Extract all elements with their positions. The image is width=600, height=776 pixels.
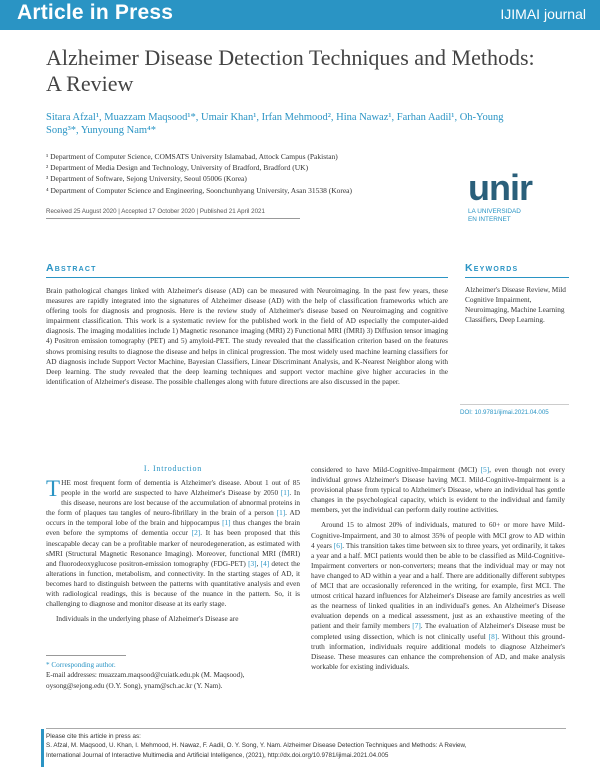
citation-ref[interactable]: [2] xyxy=(191,528,201,538)
abstract-heading: Abstract xyxy=(46,262,97,274)
drop-cap: T xyxy=(46,476,61,501)
corresponding-author-label: * Corresponding author. xyxy=(46,661,116,669)
footnote-divider xyxy=(46,655,126,656)
citation-ref[interactable]: [1] xyxy=(222,518,231,528)
corresponding-author xyxy=(46,660,300,691)
keywords-text: Alzheimer's Disease Review, Mild Cognitive Impairment, Neuroimaging, Machine Learning Classifiers, Deep Learning. xyxy=(465,285,566,325)
citation-ref[interactable]: [3] xyxy=(248,558,257,568)
journal-name: IJIMAI journal xyxy=(500,6,586,22)
email-line-2: oysong@sejong.edu (O.Y. Song), ynam@sch.ac.kr (Y. Nam). xyxy=(46,681,223,690)
citation-ref[interactable]: [5] xyxy=(480,465,490,474)
citation-ref[interactable]: [6] xyxy=(333,540,343,550)
citation-ref[interactable]: [1] xyxy=(280,488,290,498)
affiliations xyxy=(46,151,466,196)
intro-paragraph-1: THE most frequent form of dementia is Alzheimer's disease. About 1 out of 85 people in the world are suspected to have Alzheimer's Disease by 2050 [1]. In this disease, neurons are lost because of the accumulation of abnormal proteins in the form of plaques tau tangles of neuro-fibrillary in the brain of a person [1]. AD occurs in the temporal lobe of the brain and hippocampus [1] thus changes the brain even before the symptoms of dementia occur [2]. It has been proposed that this inescapable decay can be a profitable marker of neurodegeneration, as estimated with sMRI (Structural Magnetic Resonance Imaging). Moreover, functional MRI (fMRI) and fluorodeoxyglucose positron-emission tomography (FDG-PET) [3], [4] detect the alterations in function, metabolism, and connectivity. In the starting stages of AD, it becomes hard to distinguish between the patterns with quantitative analysis and even with radiological readings, this is because of the nuance in the pattern. So, it is challenging to diagnose and monitor disease at its early stage. xyxy=(46,476,300,609)
doi-link[interactable]: DOI: 10.9781/ijimai.2021.04.005 xyxy=(460,409,549,416)
introduction-heading: I. Introduction xyxy=(143,464,203,473)
citation-line-3: International Journal of Interactive Multimedia and Artificial Intelligence, (2021), http://dx.doi.org/10.9781/ijimai.2021.04.005 xyxy=(46,751,389,759)
citation-ref[interactable]: [4] xyxy=(260,558,270,568)
article-in-press-label: Article in Press xyxy=(17,1,174,24)
citation-ref[interactable]: [8] xyxy=(488,631,498,641)
affiliation-3: ³ Department of Software, Sejong University, Seoul 05006 (Korea) xyxy=(46,174,247,184)
divider xyxy=(46,218,300,219)
unir-logo xyxy=(468,167,578,224)
affiliation-1: ¹ Department of Computer Science, COMSATS University Islamabad, Attock Campus (Pakistan) xyxy=(46,152,338,161)
citation-box xyxy=(46,728,566,768)
affiliation-2: ² Department of Media Design and Technology, University of Bradford, Bradford (UK) xyxy=(46,163,309,173)
email-line-1: E-mail addresses: muazzam.maqsood@cuiatk.edu.pk (M. Maqsood), xyxy=(46,671,245,680)
citation-accent-bar xyxy=(41,729,44,767)
author-list xyxy=(46,111,566,137)
authors-line-2: Song³*, Yunyoung Nam⁴* xyxy=(46,125,156,136)
article-banner xyxy=(0,0,600,30)
affiliation-4: ⁴ Department of Computer Science and Engineering, Soonchunhyang University, Asan 31538 (Korea) xyxy=(46,185,353,195)
abstract-heading-rule xyxy=(46,277,448,278)
introduction-column-1 xyxy=(46,478,300,624)
unir-sub-line-1: LA UNIVERSIDAD xyxy=(468,208,521,215)
intro-paragraph-2: Individuals in the underlying phase of Alzheimer's Disease are xyxy=(56,614,239,624)
abstract-text: Brain pathological changes linked with Alzheimer's disease (AD) can be measured with Neuroimaging. In the past few years, these measures are rapidly integrated into the signatures of Alzheimer disease (AD) with the help of classification frameworks which are offering tools for diagnosis and prognosis. Here is the review study of Alzheimer's disease based on Neuroimaging and cognitive impairment classification. This work is a systematic review for the published work in the field of AD especially the computer-aided diagnosis. The imaging modalities include 1) Magnetic resonance imaging (MRI) 2) Functional MRI (fMRI) 3) Diffusion tensor imaging 4) Positron emission tomography (PET) and 5) amyloid-PET. The study revealed that the classification criterion based on the features shows promising results to diagnose the disease and helps in clinical progression. The most widely used machine learning classifiers for AD diagnosis include Support Vector Machine, Bayesian Classifiers, Linear Discriminant Analysis, and K-Nearest Neighbor along with Deep learning. The study revealed that the deep learning techniques and support vector machine give higher accuracies in the identification of Alzheimer's disease. The possible challenges along with future directions are also discussed in the paper. xyxy=(46,286,448,386)
keywords-heading: Keywords xyxy=(465,262,519,274)
title-line-2: A Review xyxy=(46,71,134,96)
introduction-column-2 xyxy=(311,465,565,672)
publication-dates: Received 25 August 2020 | Accepted 17 October 2020 | Published 21 April 2021 xyxy=(46,208,265,215)
keywords-heading-rule xyxy=(465,277,569,278)
citation-line-2: S. Afzal, M. Maqsood, U. Khan, I. Mehmood, H. Nawaz, F. Aadil, O. Y. Song, Y. Nam. Alzheimer Disease Detection Techniques and Methods: A Review, xyxy=(46,742,467,750)
article-title xyxy=(46,45,566,97)
title-line-1: Alzheimer Disease Detection Techniques and Methods: xyxy=(46,45,535,70)
unir-logo-text: unir xyxy=(468,167,532,208)
col2-paragraph-1: considered to have Mild-Cognitive-Impairment (MCI) [5], even though not every individual grows Alzheimer's Disease having MCI. Mild-Cognitive-Impairment is a provisional phase from typical to Alzheimer's Disease, where an individual has gentle changes in the psychological capacity, which is evident to the individual and family members, yet the individual can perform daily routine activities. xyxy=(311,465,565,515)
citation-line-1: Please cite this article in press as: xyxy=(46,733,141,740)
col2-paragraph-2: Around 15 to almost 20% of individuals, matured to 60+ or more have Mild-Cognitive-Impairment, and 30 to almost 35% of people with MCI grow to AD within 4 years [6]. This transition takes time between six to three years, yet ordinarily, it takes a year and a half. MCI patients would then be able to be classified as Mild-Cognitive-Impairment converters or non-converters; means that the individual may or may not have changed to AD within a year and a half. There are additionally different subtypes of MCI that are occasionally referenced in the writing, for example, first MCI. The utmost critical hazard influences for Alzheimer's Disease are family ancestries as well as the nearness of linked qualities in an individual's genes. An Alzheimer's Disease evaluation depends on a medical assessment, just as an exhaustive meeting of the patient and their family members [7]. The evaluation of Alzheimer's Disease must be completed using dissection, which is not clinically useful [8]. Without this ground-truth information, individuals require additional models to diagnose Alzheimer's Disease. These measures can enhance the comprehension of AD, and make analysis workable for existing individuals. xyxy=(311,520,566,671)
doi-divider xyxy=(460,404,569,405)
citation-ref[interactable]: [7] xyxy=(412,621,421,631)
citation-ref[interactable]: [1] xyxy=(276,508,286,518)
unir-sub-line-2: EN INTERNET xyxy=(468,216,511,223)
unir-logo-subtitle xyxy=(468,208,578,224)
authors-line-1: Sitara Afzal¹, Muazzam Maqsood¹*, Umair Khan¹, Irfan Mehmood², Hina Nawaz¹, Farhan Aadil¹, Oh-Young xyxy=(46,112,504,123)
